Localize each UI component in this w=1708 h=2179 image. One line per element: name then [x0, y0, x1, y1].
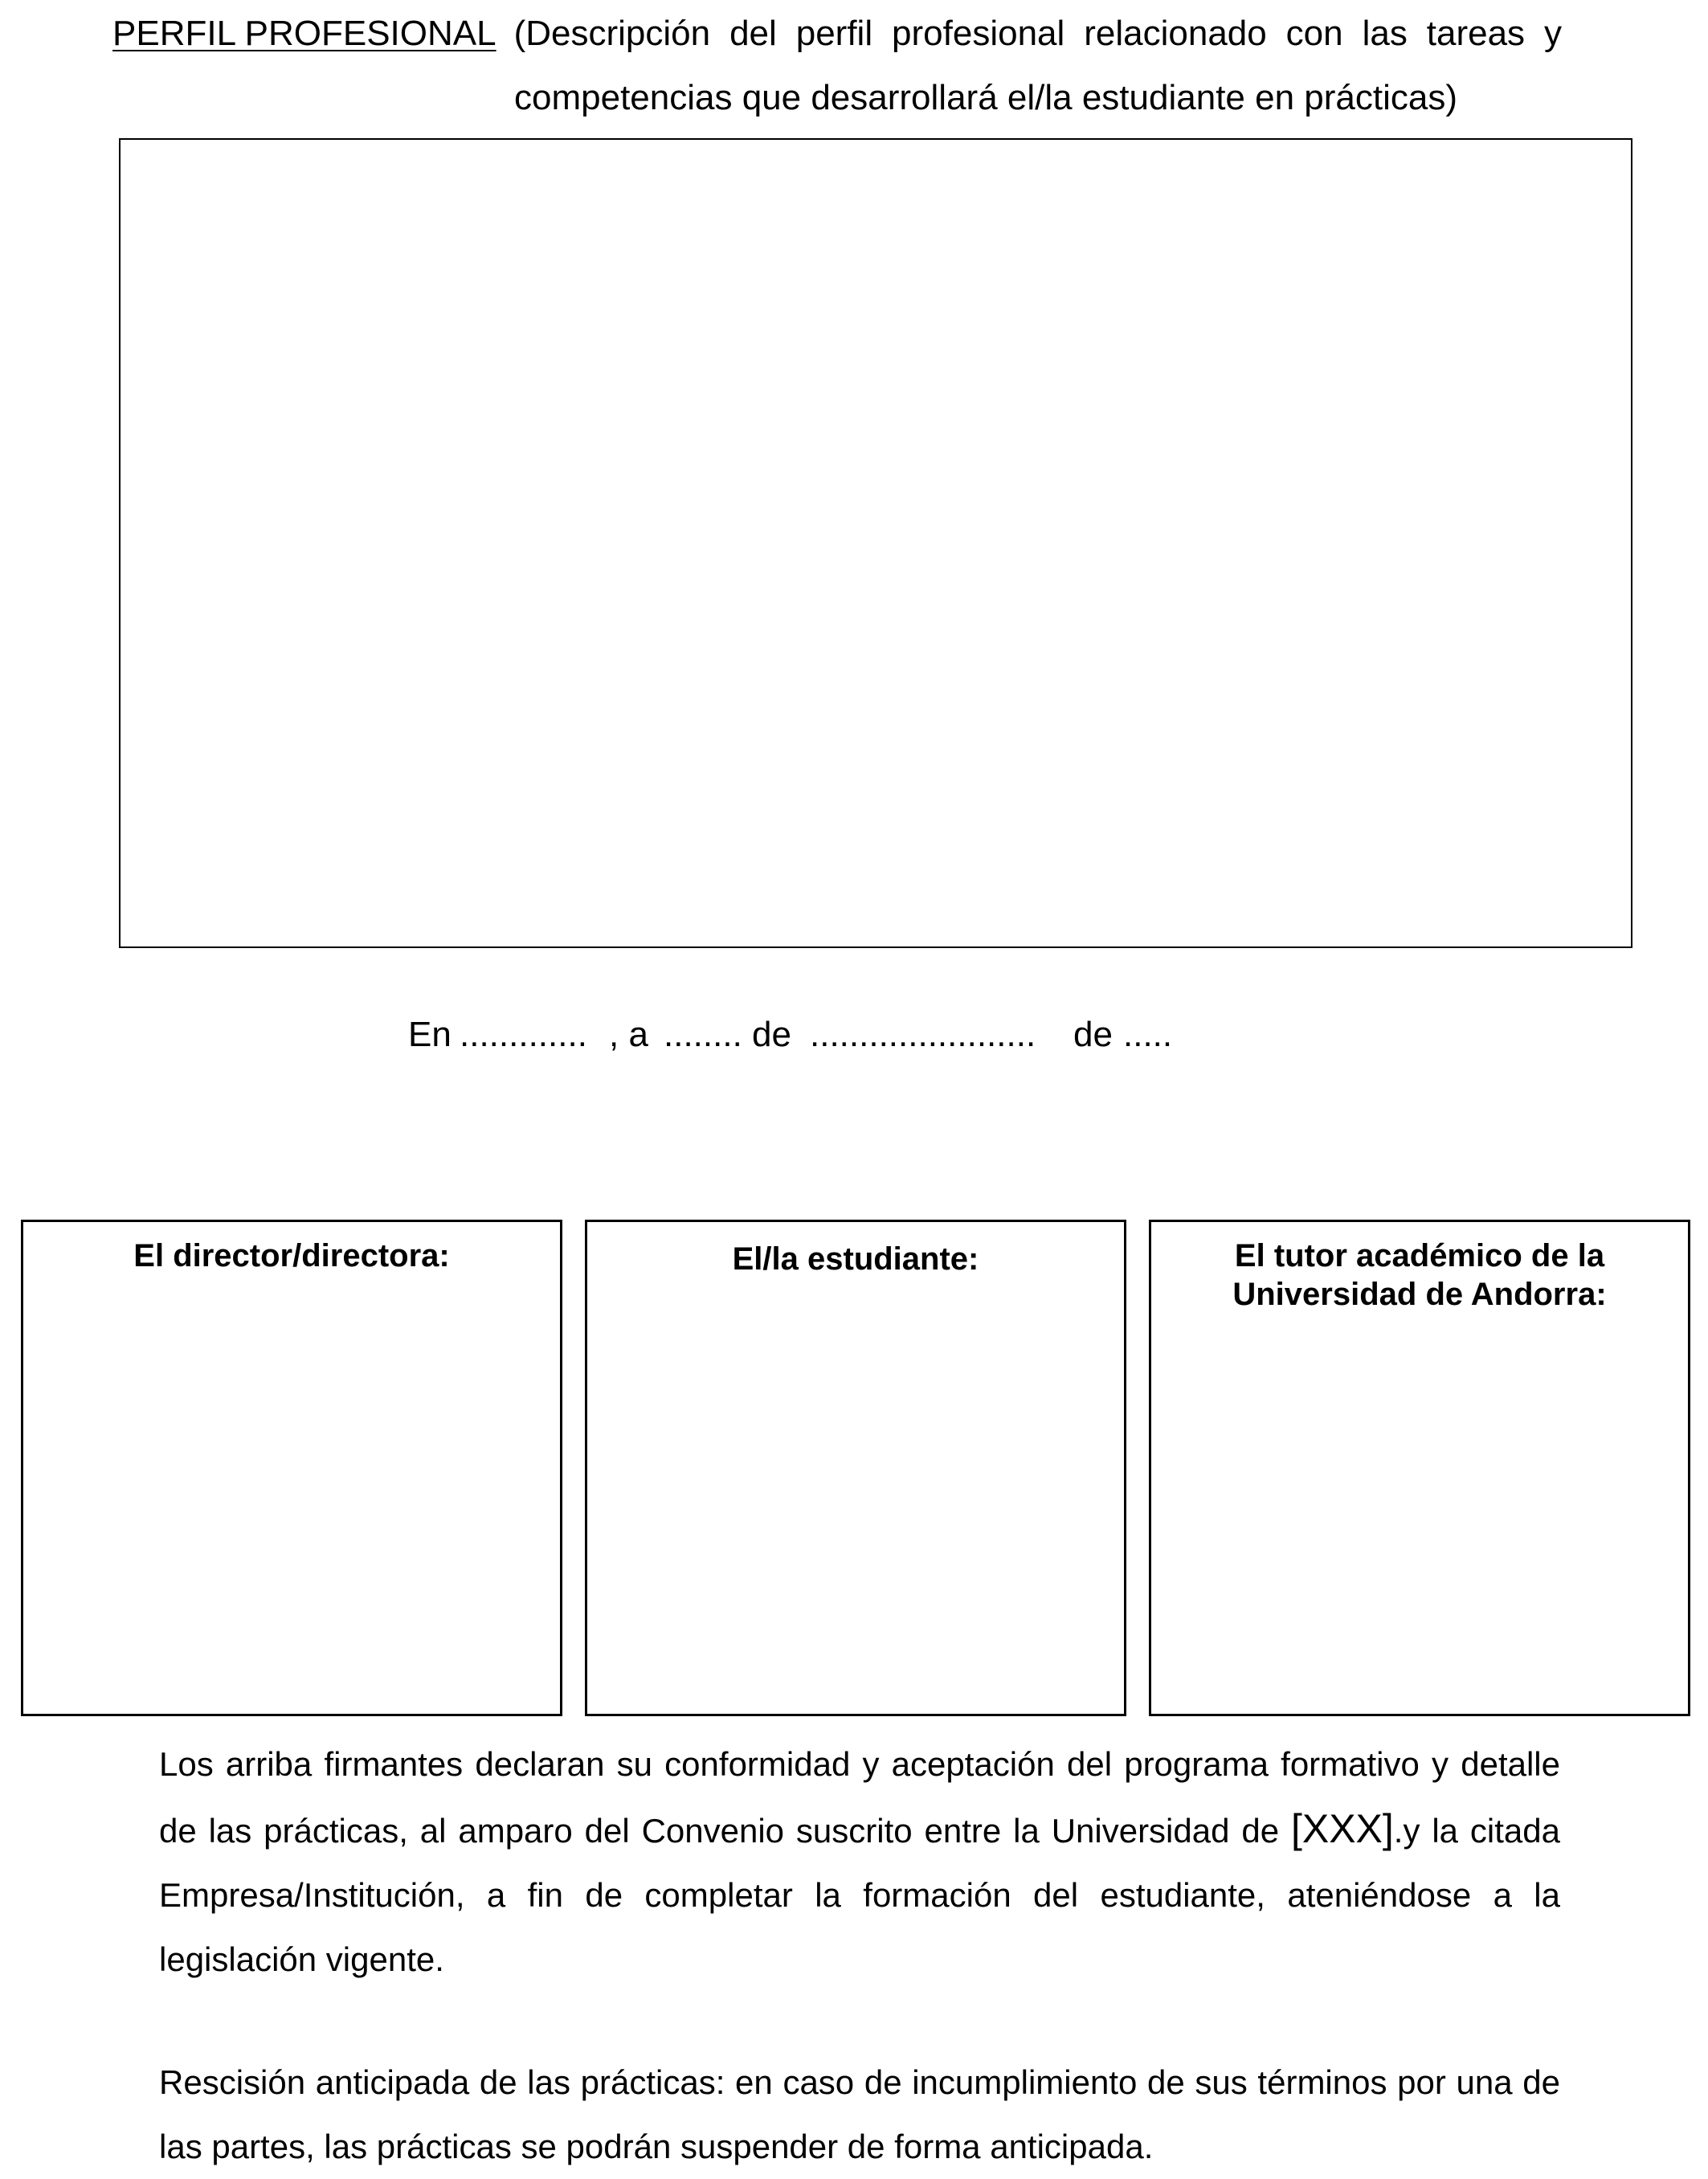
signature-label-director: El director/directora:: [133, 1238, 450, 1273]
profile-description-line-2: competencias que desarrollará el/la estudiante en prácticas): [514, 78, 1457, 117]
agreement-text-before: Los arriba firmantes declaran su conformidad y aceptación del programa formativo y detalle de las prácticas, al amparo del Convenio suscrito entre la Universidad de: [159, 1745, 1560, 1850]
place-blank[interactable]: .............: [460, 1015, 587, 1054]
rescission-paragraph: Rescisión anticipada de las prácticas: en caso de incumplimiento de sus términos por una de las partes, las prácticas se podrán suspender de forma anticipada.: [159, 2063, 1560, 2165]
year-blank[interactable]: .....: [1123, 1015, 1173, 1054]
date-de-2: de: [1073, 1015, 1113, 1054]
date-prefix: En: [408, 1015, 452, 1054]
date-de-1: de: [752, 1015, 791, 1054]
day-blank[interactable]: ........: [664, 1015, 742, 1054]
agreement-text-after: .y la citada Empresa/Institución, a fin de completar la formación del estudiante, ateniéndose a la legislación vigente.: [159, 1812, 1560, 1978]
profile-description-line-1: (Descripción del perfil profesional relacionado con las tareas y: [513, 14, 1562, 53]
signature-label-tutor: El tutor académico de la Universidad de Andorra:: [1232, 1238, 1607, 1312]
date-sep-a: , a: [609, 1015, 648, 1054]
signature-label-student: El/la estudiante:: [732, 1241, 979, 1277]
signature-box-student[interactable]: [585, 1220, 1126, 1716]
profile-title: PERFIL PROFESIONAL: [112, 14, 496, 53]
profile-description-box[interactable]: [119, 138, 1632, 948]
agreement-paragraph: [159, 1732, 1560, 1992]
signature-box-tutor[interactable]: [1149, 1220, 1690, 1716]
university-placeholder: [XXX]: [1290, 1806, 1394, 1851]
heading-line-1: [112, 11, 1562, 56]
signature-box-director[interactable]: [21, 1220, 562, 1716]
month-blank[interactable]: .......................: [810, 1015, 1036, 1054]
